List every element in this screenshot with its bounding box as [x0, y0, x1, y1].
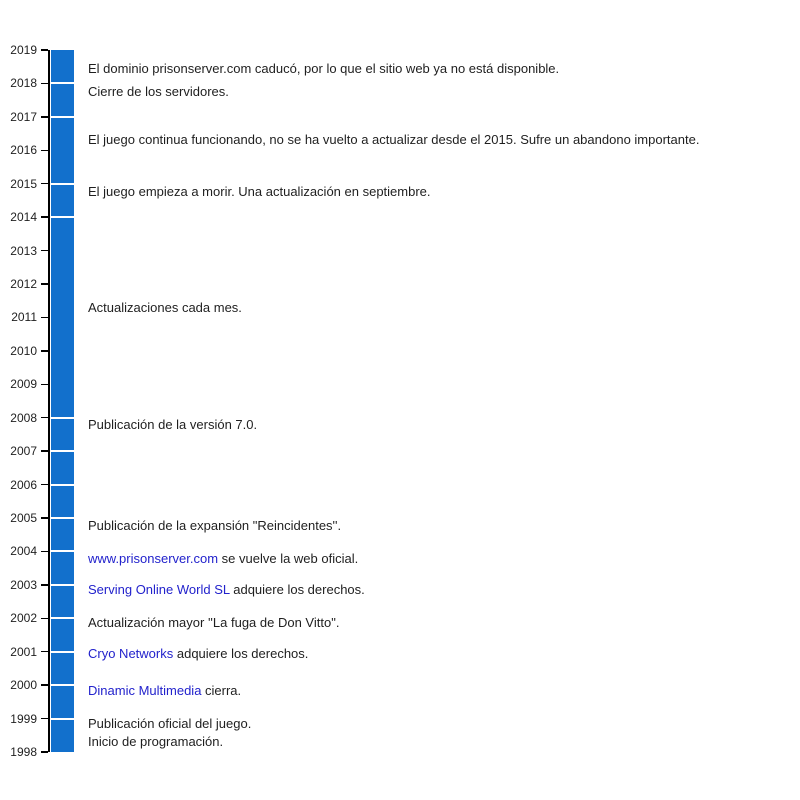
year-tick — [41, 283, 48, 285]
event-annotation: Publicación de la expansión "Reincidentes''. — [88, 517, 342, 533]
year-tick — [41, 384, 48, 386]
year-tick-label: 2000 — [10, 678, 37, 693]
year-tick-label: 2001 — [10, 644, 37, 659]
segment-divider — [51, 417, 74, 419]
event-annotation: El juego empieza a morir. Una actualización en septiembre. — [88, 183, 431, 199]
event-annotation: Publicación de la versión 7.0. — [88, 416, 258, 432]
segment-divider — [51, 82, 74, 84]
year-tick-label: 2003 — [10, 577, 37, 592]
event-link-text: Serving Online World SL — [88, 582, 230, 598]
event-annotation: Actualizaciones cada mes. — [88, 299, 242, 315]
year-tick — [41, 718, 48, 720]
year-tick — [41, 317, 48, 319]
event-annotation — [88, 682, 241, 699]
year-tick — [41, 450, 48, 452]
year-tick-label: 2017 — [10, 109, 37, 124]
event-annotation: El dominio prisonserver.com caducó, por lo que el sitio web ya no está disponible. — [88, 60, 560, 76]
segment-divider — [51, 651, 74, 653]
event-text: adquiere los derechos. — [173, 645, 309, 661]
segment-divider — [51, 584, 74, 586]
year-tick-label: 2019 — [10, 43, 37, 57]
year-tick-label: 2014 — [10, 210, 37, 225]
year-tick — [41, 651, 48, 653]
timeline-bar — [51, 50, 74, 752]
year-tick — [41, 116, 48, 118]
year-tick — [41, 250, 48, 252]
year-tick-label: 2010 — [10, 343, 37, 358]
year-tick-label: 1998 — [10, 745, 37, 759]
year-tick-label: 2015 — [10, 176, 37, 191]
segment-divider — [51, 116, 74, 118]
event-annotation — [88, 550, 358, 567]
segment-divider — [51, 718, 74, 720]
segment-divider — [51, 517, 74, 519]
year-tick-label: 2018 — [10, 76, 37, 91]
event-annotation: Publicación oficial del juego. — [88, 716, 252, 732]
year-tick — [41, 183, 48, 185]
segment-divider — [51, 183, 74, 185]
segment-divider — [51, 617, 74, 619]
year-tick-label: 2005 — [10, 511, 37, 525]
year-tick-label: 2007 — [10, 444, 37, 459]
year-tick — [41, 584, 48, 586]
year-tick-label: 1999 — [10, 711, 37, 726]
year-tick-label: 2009 — [10, 377, 37, 392]
year-tick — [41, 517, 48, 519]
segment-divider — [51, 684, 74, 686]
year-tick-label: 2013 — [10, 243, 37, 258]
event-link-text: Cryo Networks — [88, 645, 174, 661]
year-tick-label: 2016 — [10, 143, 37, 158]
segment-divider — [51, 216, 74, 218]
segment-divider — [51, 550, 74, 552]
year-tick — [41, 350, 48, 352]
year-tick — [41, 618, 48, 620]
year-tick — [41, 484, 48, 486]
year-tick — [41, 751, 48, 753]
event-annotation — [88, 645, 308, 662]
event-annotation: Cierre de los servidores. — [88, 83, 229, 99]
event-text: cierra. — [201, 682, 242, 698]
segment-divider — [51, 484, 74, 486]
event-annotation: Actualización mayor ''La fuga de Don Vitto". — [88, 615, 340, 631]
time-axis — [48, 50, 50, 752]
year-tick — [41, 150, 48, 152]
year-tick-label: 2012 — [10, 277, 37, 291]
year-tick-label: 2011 — [11, 310, 37, 325]
event-annotation — [88, 581, 365, 598]
year-tick-label: 2008 — [10, 410, 37, 425]
year-tick — [41, 551, 48, 553]
event-link-text: Dinamic Multimedia — [88, 682, 202, 698]
year-tick-label: 2004 — [10, 544, 37, 559]
year-tick — [41, 49, 48, 51]
year-tick — [41, 83, 48, 85]
year-tick-label: 2006 — [10, 477, 37, 492]
year-tick-label: 2002 — [10, 611, 37, 626]
segment-divider — [51, 450, 74, 452]
event-text: se vuelve la web oficial. — [218, 550, 359, 566]
event-link-text: www.prisonserver.com — [88, 550, 219, 566]
year-tick — [41, 216, 48, 218]
year-tick — [41, 684, 48, 686]
event-text: adquiere los derechos. — [229, 582, 365, 598]
event-annotation: Inicio de programación. — [88, 734, 224, 750]
event-annotation: El juego continua funcionando, no se ha vuelto a actualizar desde el 2015. Sufre un abandono importante. — [88, 132, 700, 148]
year-tick — [41, 417, 48, 419]
